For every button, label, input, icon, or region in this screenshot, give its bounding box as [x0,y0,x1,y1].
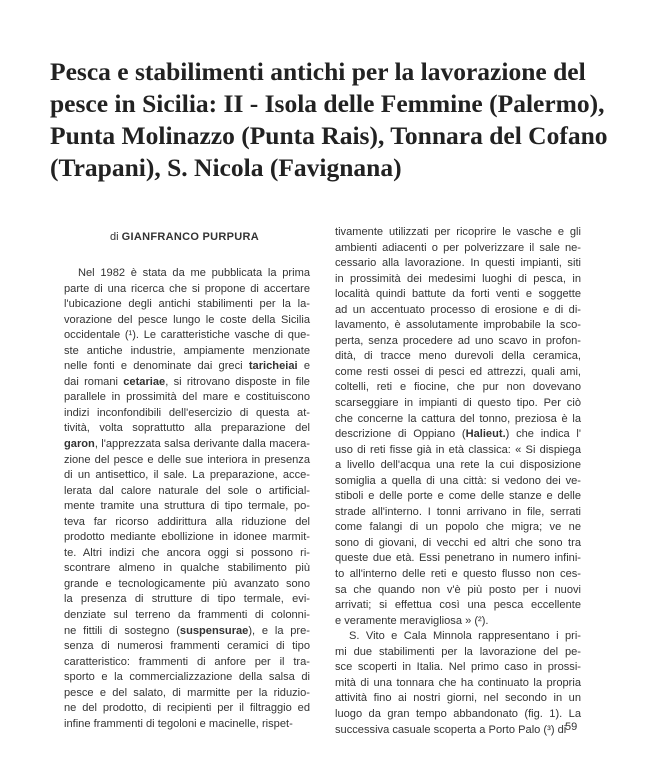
text-line: S. Vito e Cala Minnola rappresentano i pri- [349,630,581,643]
text-line: in prossimità dei medesimi luoghi di pesca, in [335,272,581,285]
text-line: perta, senza procedere ad uno scavo in profon- [335,334,581,347]
byline [110,231,259,243]
text-line: pesce e del salato, di marmitte per la riduzio- [64,686,310,699]
text-line: ad un accentuato processo di erosione e di di- [335,303,581,316]
author-name: GIANFRANCO PURPURA [121,231,260,243]
text-line: luogo da gran tempo abbandonato (fig. 1). La [335,707,581,720]
text-line: arrivati; si effettua così una pesca eccellente [335,599,581,612]
text-line: mente tramite una struttura di tipo termale, po- [64,500,310,513]
text-line: to all'interno delle reti e questo flusso non ces- [335,568,581,581]
text-line: successiva casuale scoperta a Porto Palo (³) di [335,723,567,736]
text-line: dai romani cetariae, si ritrovano disposte in file [64,375,310,388]
article-title [50,56,610,184]
text-line: sa che quando non v'è più posto per i nuovi [335,583,581,596]
title-line: pesce in Sicilia: II - Isola delle Femmine (Palermo), [50,89,605,118]
text-line: la presenza di strutture di tipo termale, evi- [64,593,310,606]
text-line: cessario alla lavorazione. In questi impianti, siti [335,257,581,270]
text-line: uso di reti fisse già in età classica: « Si dispiega [335,443,581,456]
text-line: attività fino ai nostri giorni, nel secondo in un [335,692,581,705]
bold-term: garon [64,438,95,451]
text-line: tività, volta soprattutto alla preparazione del [64,422,310,435]
text-line: come falangi di un popolo che migra; ve ne [335,521,581,534]
text-line: lavamento, è assolutamente improbabile la sco- [335,319,581,332]
text-line: ne fittili di sostegno (suspensurae), e la pre- [64,624,310,637]
right-text-column [335,225,581,738]
text-line: prodotto mediante ebollizione in idonee marmit- [64,531,310,544]
text-line: tivamente utilizzati per ricoprire le vasche e gli [335,226,581,238]
text-line: infine frammenti di tegoloni e macinelle, rispet- [64,717,293,730]
text-line: scontrare almeno in qualche stabilimento più [64,562,310,575]
text-line: ste antiche industrie, ampiamente menzionate [64,344,310,357]
text-line: grande e tecnologicamente più avanzato sono [64,577,310,590]
text-line: dità, di tracce meno durevoli della ceramica, [335,350,581,363]
text-line: stiboli e delle porte e come delle stanze e delle [335,490,581,503]
text-line: descrizione di Oppiano (Halieut.) che indica l' [335,428,581,441]
text-line: Nel 1982 è stata da me pubblicata la prima [78,267,310,279]
text-line: queste due età. Essi penetrano in numero infini- [335,552,581,565]
text-line: senza di numerosi frammenti ceramici di tipo [64,640,310,653]
text-line: ne del prodotto, di recipienti per il filtraggio ed [64,702,310,715]
text-line: caratteristico: frammenti di anfore per il tra- [64,655,310,668]
text-line: mi due stabilimenti per la lavorazione del pe- [335,645,581,658]
text-line: sce scoperti in Italia. Nel primo caso in prossi- [335,661,581,674]
text-line: te. Altri indizi che ancora oggi si possono ri- [64,546,310,559]
text-line: come resti ossei di pesci ed attrezzi, quali ami, [335,365,581,378]
text-line: l'ubicazione degli antichi stabilimenti per la la- [64,298,310,311]
text-line: zione del pesce e delle sue interiora in presenza [64,453,310,466]
text-line: mità di una tonnara che ha continuato la propria [335,676,581,689]
text-line: indizi inconfondibili dell'esercizio di questa at- [64,406,310,419]
byline-prefix: di [110,231,119,243]
text-line: strade all'interno. I tonni arrivano in file, serrati [335,505,581,518]
text-line: ambienti adiacenti o per polverizzare il sale ne- [335,241,581,254]
text-line: sporto e la commercializzazione della salsa di [64,671,310,684]
text-line: scarseggiare in impianti di questo tipo. Per ciò [335,397,581,410]
title-line: Pesca e stabilimenti antichi per la lavorazione del [50,57,586,86]
left-text-column [64,266,310,732]
text-line: a livello dell'acqua una rete la cui disposizione [335,459,581,472]
text-line: somiglia a quella di una città: si vedono dei ve- [335,474,581,487]
text-line: lerata dal calore naturale del sole o artificial- [64,484,310,497]
text-line: parallele in prossimità del mare e costituiscono [64,391,310,404]
text-line: di un antisettico, il sale. La preparazione, acce- [64,469,310,482]
bold-term: taricheiai [248,360,298,373]
bold-term: suspensurae [179,624,249,637]
text-line: occidentale (¹). Le caratteristiche vasche di que- [64,329,310,342]
text-line: denziate sul terreno da frammenti di colonni- [64,609,310,622]
page-number: 59 [565,721,578,733]
text-line: parte di una ricerca che si propone di accertare [64,282,310,295]
title-line: (Trapani), S. Nicola (Favignana) [50,153,402,182]
text-line: sono di giovani, di vecchi ed altri che sono tra [335,536,581,549]
text-line: garon, l'apprezzata salsa derivante dalla macera- [64,438,310,451]
title-line: Punta Molinazzo (Punta Rais), Tonnara del Cofano [50,121,608,150]
bold-term: Halieut. [465,428,506,441]
text-line: coltelli, reti e fiocine, che pur non dovevano [335,381,581,394]
text-line: teva far ricorso addirittura alla riduzione del [64,515,310,528]
text-line: e veramente meravigliosa » (²). [335,614,489,627]
text-line: località quindi battute da forti venti e soggette [335,288,581,301]
text-line: nelle fonti e denominate dai greci taricheiai e [64,360,310,373]
text-line: vorazione del pesce lungo le coste della Sicilia [64,313,310,326]
text-line: che concerne la cattura del tonno, preziosa è la [335,412,581,425]
bold-term: cetariae [123,375,166,388]
